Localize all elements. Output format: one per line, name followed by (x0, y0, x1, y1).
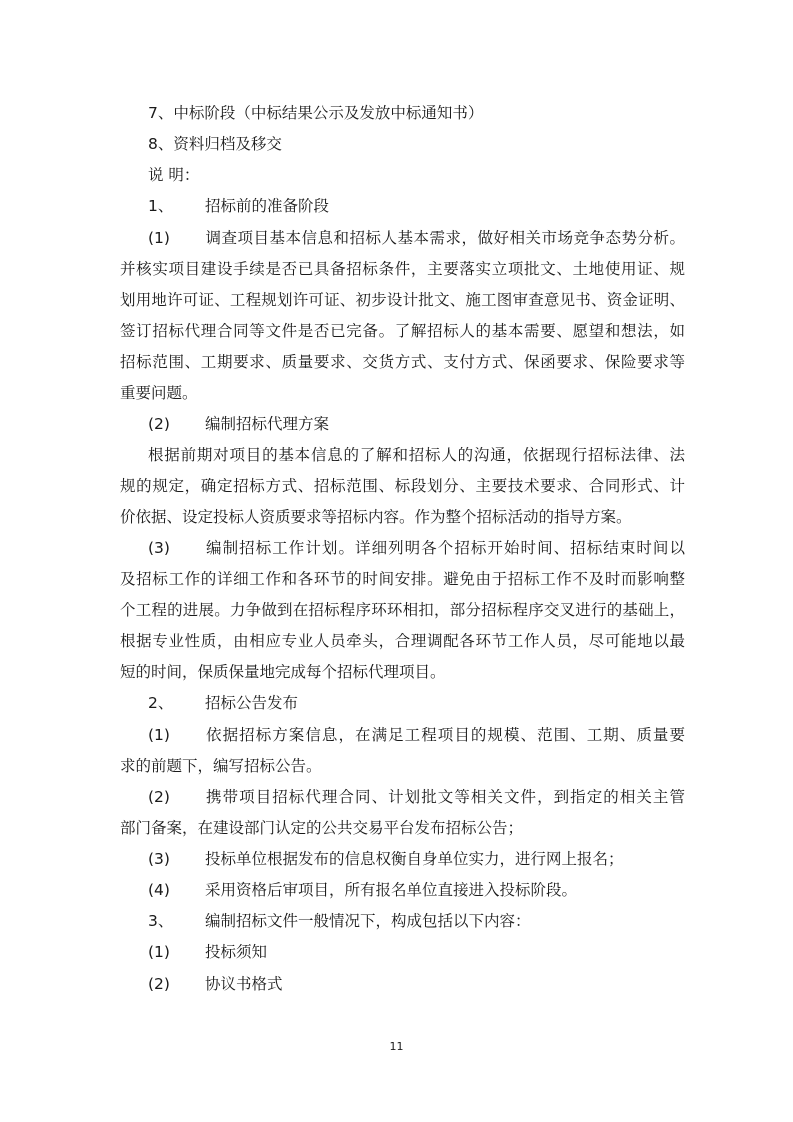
line-text: 协议书格式 (205, 975, 283, 993)
paragraph-line: 部门备案，在建设部门认定的公共交易平台发布招标公告； (120, 819, 524, 837)
list-item-8: 8、资料归档及移交 (148, 135, 282, 153)
section-1-heading (148, 195, 329, 217)
paragraph-line: 并核实项目建设手续是否已具备招标条件，主要落实立项批文、土地使用证、规 (120, 260, 685, 278)
paragraph-line: 短的时间，保质保量地完成每个招标代理项目。 (120, 663, 446, 681)
note-heading: 说 明： (148, 166, 200, 184)
list-item-7: 7、中标阶段（中标结果公示及发放中标通知书） (148, 104, 484, 122)
section-number: 1、 (148, 197, 174, 215)
paragraph-line: 签订招标代理合同等文件是否已完备。了解招标人的基本需要、愿望和想法，如 (120, 322, 685, 340)
section-title: 招标公告发布 (205, 694, 299, 712)
item-label: (3) (148, 850, 170, 868)
paragraph-line (148, 879, 577, 901)
line-text: 依据招标方案信息，在满足工程项目的规模、范围、工期、质量要 (205, 726, 685, 744)
paragraph-line: 及招标工作的详细工作和各环节的时间安排。避免由于招标工作不及时而影响整 (120, 570, 685, 588)
item-label: (2) (148, 788, 170, 806)
item-label: (1) (148, 726, 170, 744)
paragraph-line: 根据前期对项目的基本信息的了解和招标人的沟通，依据现行招标法律、法 (148, 446, 685, 464)
paragraph-line (148, 537, 685, 559)
paragraph-line: 价依据、设定投标人资质要求等招标内容。作为整个招标活动的指导方案。 (120, 508, 632, 526)
item-label: (2) (148, 975, 170, 993)
line-text: 携带项目招标代理合同、计划批文等相关文件，到指定的相关主管 (205, 788, 685, 806)
paragraph-line (148, 724, 685, 746)
page-number: 11 (389, 1040, 404, 1053)
paragraph-line: 根据专业性质，由相应专业人员牵头，合理调配各环节工作人员，尽可能地以最 (120, 632, 685, 650)
paragraph-line: 重要问题。 (120, 384, 198, 402)
line-text: 采用资格后审项目，所有报名单位直接进入投标阶段。 (205, 881, 578, 899)
section-title: 编制招标文件一般情况下，构成包括以下内容： (205, 912, 531, 930)
section-3-heading (148, 910, 531, 932)
paragraph-line (148, 941, 267, 963)
item-label: (2) (148, 415, 170, 433)
item-label: (3) (148, 539, 170, 557)
paragraph-line: 规的规定，确定招标方式、招标范围、标段划分、主要技术要求、合同形式、计 (120, 477, 685, 495)
line-text: 投标单位根据发布的信息权衡自身单位实力，进行网上报名； (205, 850, 624, 868)
paragraph-line: 招标范围、工期要求、质量要求、交货方式、支付方式、保函要求、保险要求等 (120, 353, 685, 371)
section-2-heading (148, 692, 298, 714)
line-text: 编制招标代理方案 (205, 415, 330, 433)
line-text: 调查项目基本信息和招标人基本需求，做好相关市场竞争态势分析。 (205, 229, 685, 247)
line-text: 投标须知 (205, 943, 268, 961)
item-label: (1) (148, 229, 170, 247)
paragraph-line (148, 786, 685, 808)
paragraph-line: 个工程的进展。力争做到在招标程序环环相扣，部分招标程序交叉进行的基础上， (120, 601, 685, 619)
item-label: (4) (148, 881, 170, 899)
paragraph-line (148, 973, 283, 995)
paragraph-line: 求的前题下，编写招标公告。 (120, 757, 322, 775)
sub-item-heading (148, 413, 329, 435)
section-title: 招标前的准备阶段 (205, 197, 330, 215)
paragraph-line (148, 848, 624, 870)
paragraph-line: 划用地许可证、工程规划许可证、初步设计批文、施工图审查意见书、资金证明、 (120, 291, 685, 309)
line-text: 编制招标工作计划。详细列明各个招标开始时间、招标结束时间以 (205, 539, 685, 557)
paragraph-line (148, 227, 685, 249)
item-label: (1) (148, 943, 170, 961)
section-number: 3、 (148, 912, 174, 930)
section-number: 2、 (148, 694, 174, 712)
